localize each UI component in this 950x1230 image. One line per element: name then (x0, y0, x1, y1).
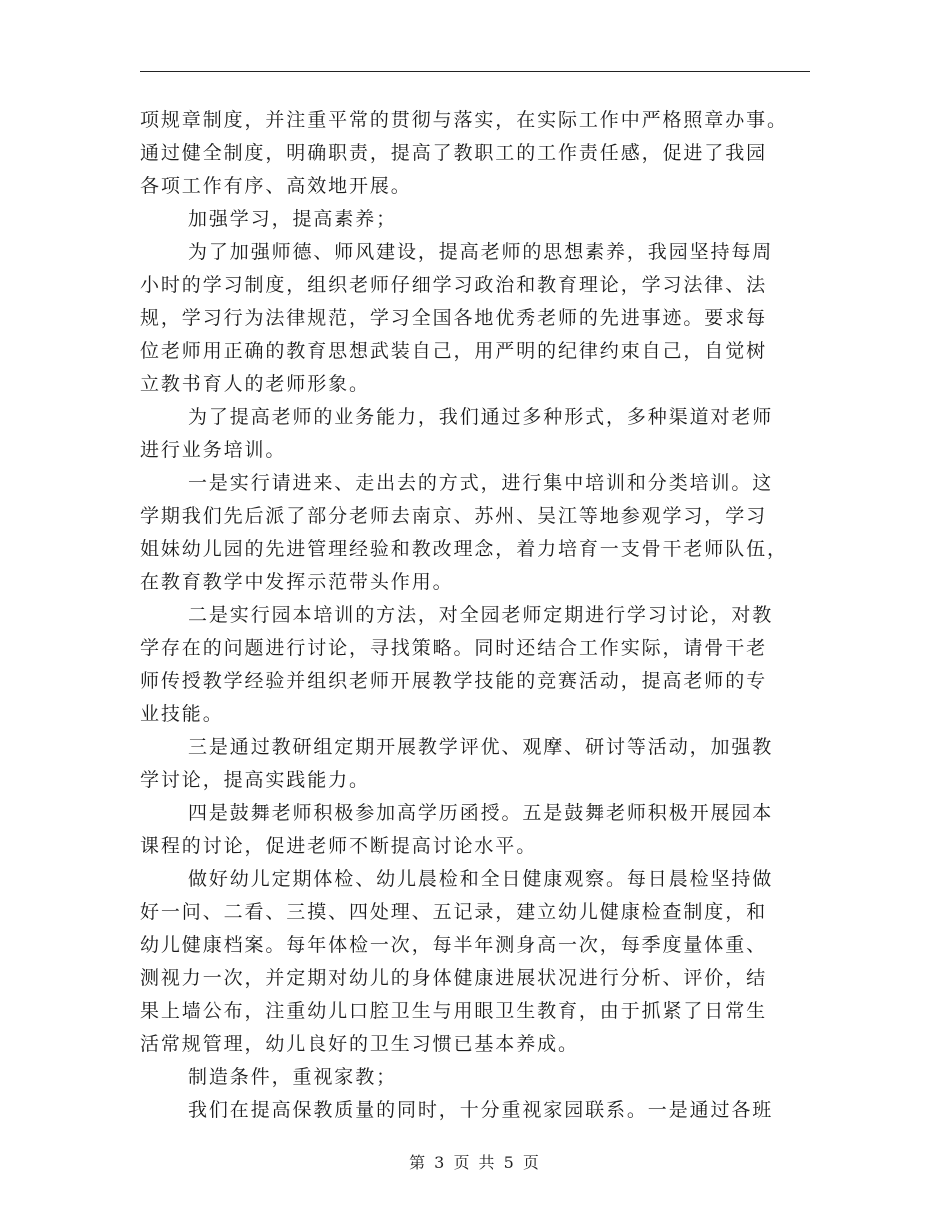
text-line: 各项工作有序、高效地开展。 (140, 175, 412, 197)
text-line: 学存在的问题进行讨论，寻找策略。同时还结合工作实际，请骨干老 (140, 637, 768, 659)
text-line: 果上墙公布，注重幼儿口腔卫生与用眼卫生教育，由于抓紧了日常生 (140, 1000, 768, 1022)
page-footer: 第 3 页 共 5 页 (409, 1153, 541, 1172)
text-line: 课程的讨论，促进老师不断提高讨论水平。 (140, 835, 538, 857)
text-line: 姐妹幼儿园的先进管理经验和教改理念，着力培育一支骨干老师队伍， (140, 538, 788, 560)
text-line: 师传授教学经验并组织老师开展教学技能的竞赛活动，提高老师的专 (140, 670, 768, 692)
text-line: 四是鼓舞老师积极参加高学历函授。五是鼓舞老师积极开展园本 (188, 802, 774, 824)
text-line: 学讨论，提高实践能力。 (140, 769, 370, 791)
text-line: 测视力一次，并定期对幼儿的身体健康进展状况进行分析、评价，结 (140, 967, 768, 989)
text-line: 通过健全制度，明确职责，提高了教职工的工作责任感，促进了我园 (140, 142, 768, 164)
header-rule (140, 71, 810, 72)
text-line: 我们在提高保教质量的同时，十分重视家园联系。一是通过各班 (188, 1099, 774, 1121)
text-line: 项规章制度，并注重平常的贯彻与落实，在实际工作中严格照章办事。 (140, 109, 788, 131)
text-line: 制造条件，重视家教； (188, 1066, 398, 1088)
body-text (140, 104, 810, 1127)
text-line: 幼儿健康档案。每年体检一次，每半年测身高一次，每季度量体重、 (140, 934, 768, 956)
text-line: 立教书育人的老师形象。 (140, 373, 370, 395)
text-line: 规，学习行为法律规范，学习全国各地优秀老师的先进事迹。要求每 (140, 307, 768, 329)
text-line: 为了加强师德、师风建设，提高老师的思想素养，我园坚持每周 (188, 241, 774, 263)
text-line: 活常规管理，幼儿良好的卫生习惯已基本养成。 (140, 1033, 579, 1055)
text-line: 业技能。 (140, 703, 224, 725)
text-line: 二是实行园本培训的方法，对全园老师定期进行学习讨论，对教 (188, 604, 774, 626)
text-line: 为了提高老师的业务能力，我们通过多种形式，多种渠道对老师 (188, 406, 774, 428)
text-line: 进行业务培训。 (140, 439, 287, 461)
text-line: 三是通过教研组定期开展教学评优、观摩、研讨等活动，加强教 (188, 736, 774, 758)
text-line: 小时的学习制度，组织老师仔细学习政治和教育理论，学习法律、法 (140, 274, 768, 296)
text-line: 在教育教学中发挥示范带头作用。 (140, 571, 454, 593)
text-line: 位老师用正确的教育思想武装自己，用严明的纪律约束自己，自觉树 (140, 340, 768, 362)
text-line: 学期我们先后派了部分老师去南京、苏州、吴江等地参观学习，学习 (140, 505, 768, 527)
text-line: 加强学习，提高素养； (188, 208, 398, 230)
text-line: 一是实行请进来、走出去的方式，进行集中培训和分类培训。这 (188, 472, 774, 494)
text-line: 做好幼儿定期体检、幼儿晨检和全日健康观察。每日晨检坚持做 (188, 868, 774, 890)
text-line: 好一问、二看、三摸、四处理、五记录，建立幼儿健康检查制度，和 (140, 901, 768, 923)
